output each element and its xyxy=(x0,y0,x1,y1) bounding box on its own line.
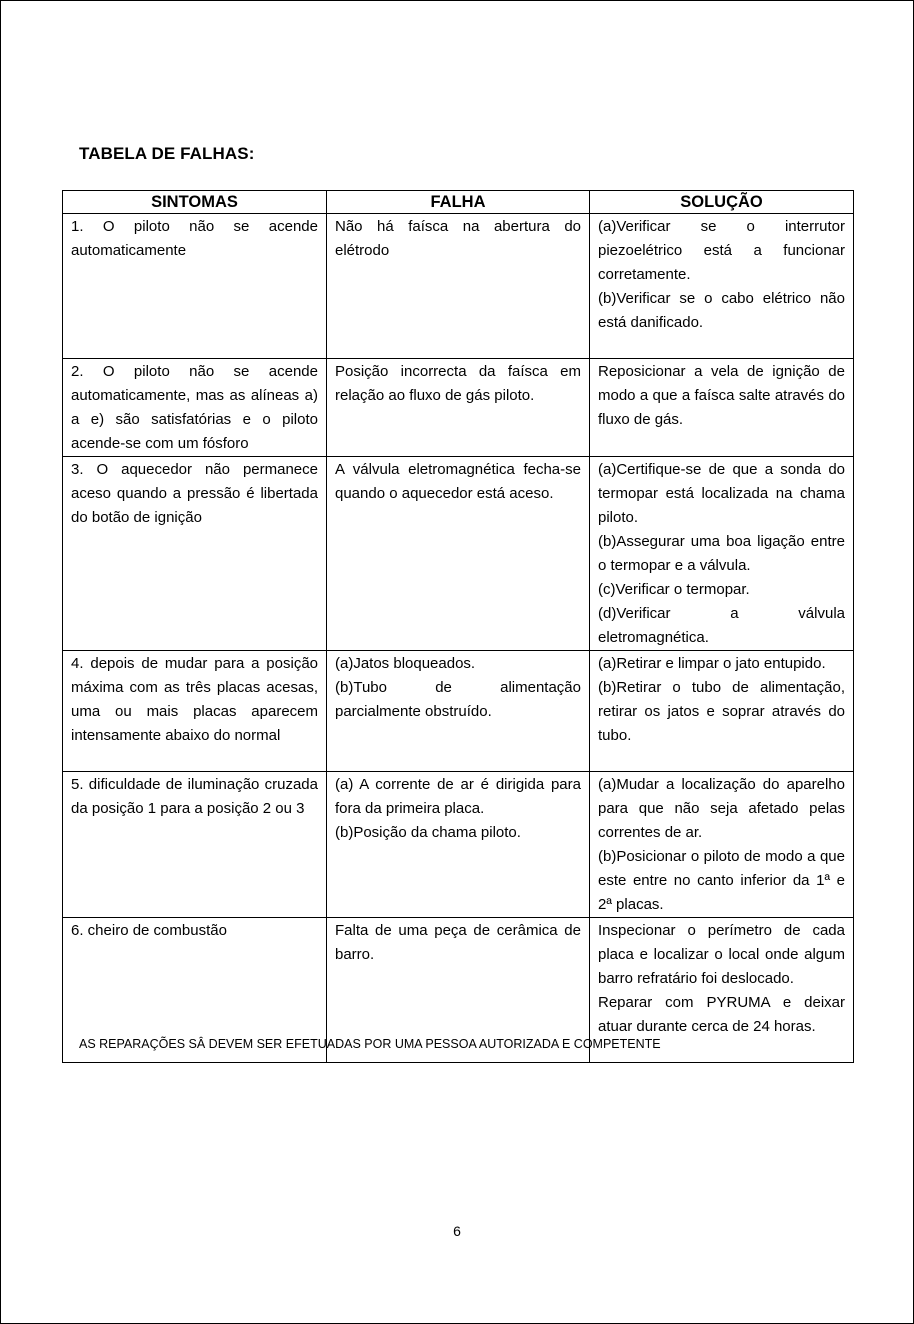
table-row xyxy=(63,651,854,772)
sintoma-text: 1. O piloto não se acende automaticamente xyxy=(71,218,318,259)
header-falha: FALHA xyxy=(327,191,590,214)
solucao-text: (a)Retirar e limpar o jato entupido. xyxy=(598,655,826,672)
sintoma-text: 5. dificuldade de iluminação cruzada da posição 1 para a posição 2 ou 3 xyxy=(71,776,318,817)
table-row xyxy=(63,457,854,651)
sintoma-text: 3. O aquecedor não permanece aceso quando a pressão é libertada do botão de ignição xyxy=(71,461,318,526)
solucao-text: (a)Certifique-se de que a sonda do termopar está localizada na chama piloto. xyxy=(598,461,845,526)
solucao-cell xyxy=(590,359,854,457)
solucao-text: (b)Assegurar uma boa ligação entre o termopar e a válvula. xyxy=(598,533,845,574)
sintoma-cell xyxy=(63,214,327,359)
solucao-text: (b)Posicionar o piloto de modo a que este entre no canto inferior da 1ª e 2ª placas. xyxy=(598,848,845,913)
solucao-text: (c)Verificar o termopar. xyxy=(598,581,750,598)
sintoma-text: 6. cheiro de combustão xyxy=(71,922,227,939)
solucao-text: (a)Verificar se o interrutor piezoelétrico está a funcionar corretamente. xyxy=(598,218,845,283)
fault-table xyxy=(62,190,854,1063)
falha-cell xyxy=(327,359,590,457)
solucao-cell xyxy=(590,772,854,918)
table-row xyxy=(63,772,854,918)
falha-cell xyxy=(327,457,590,651)
sintoma-cell xyxy=(63,457,327,651)
falha-cell xyxy=(327,772,590,918)
solucao-text: (b)Retirar o tubo de alimentação, retirar os jatos e soprar através do tubo. xyxy=(598,679,845,744)
solucao-text: Inspecionar o perímetro de cada placa e localizar o local onde algum barro refratário foi deslocado. xyxy=(598,922,845,987)
falha-text: (a) A corrente de ar é dirigida para fora da primeira placa. xyxy=(335,776,581,817)
falha-text: A válvula eletromagnética fecha-se quando o aquecedor está aceso. xyxy=(335,461,581,502)
sintoma-cell xyxy=(63,772,327,918)
sintoma-cell xyxy=(63,651,327,772)
header-sintomas: SINTOMAS xyxy=(63,191,327,214)
header-solucao: SOLUÇÃO xyxy=(590,191,854,214)
falha-text: Posição incorrecta da faísca em relação ao fluxo de gás piloto. xyxy=(335,363,581,404)
solucao-text: (d)Verificar a válvula eletromagnética. xyxy=(598,605,845,646)
table-row xyxy=(63,359,854,457)
table-header-row xyxy=(63,191,854,214)
sintoma-cell xyxy=(63,359,327,457)
solucao-cell xyxy=(590,651,854,772)
page-number: 6 xyxy=(453,1223,461,1239)
falha-text: (b)Tubo de alimentação parcialmente obstruído. xyxy=(335,679,581,720)
solucao-text: (a)Mudar a localização do aparelho para que não seja afetado pelas correntes de ar. xyxy=(598,776,845,841)
sintoma-text: 2. O piloto não se acende automaticamente, mas as alíneas a) a e) são satisfatórias e o piloto acende-se com um fósforo xyxy=(71,363,318,452)
repair-note: AS REPARAÇÕES SÂ DEVEM SER EFETUADAS POR UMA PESSOA AUTORIZADA E COMPETENTE xyxy=(79,1037,661,1051)
table-row xyxy=(63,214,854,359)
falha-text: (a)Jatos bloqueados. xyxy=(335,655,476,672)
falha-text: Falta de uma peça de cerâmica de barro. xyxy=(335,922,581,963)
solucao-text: Reparar com PYRUMA e deixar atuar durante cerca de 24 horas. xyxy=(598,994,845,1035)
solucao-cell xyxy=(590,457,854,651)
falha-cell xyxy=(327,214,590,359)
falha-text: Não há faísca na abertura do elétrodo xyxy=(335,218,581,259)
solucao-text: Reposicionar a vela de ignição de modo a que a faísca salte através do fluxo de gás. xyxy=(598,363,845,428)
solucao-text: (b)Verificar se o cabo elétrico não está danificado. xyxy=(598,290,845,331)
falha-text: (b)Posição da chama piloto. xyxy=(335,824,521,841)
falha-cell xyxy=(327,651,590,772)
solucao-cell xyxy=(590,214,854,359)
sintoma-text: 4. depois de mudar para a posição máxima com as três placas acesas, uma ou mais placas aparecem intensamente abaixo do normal xyxy=(71,655,318,744)
page-title: TABELA DE FALHAS: xyxy=(79,144,255,163)
